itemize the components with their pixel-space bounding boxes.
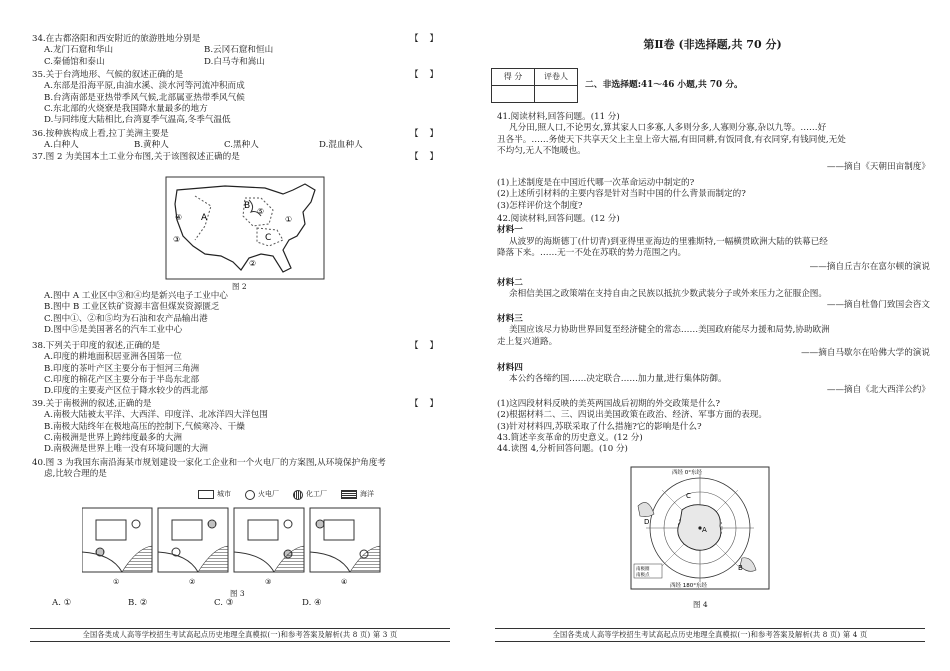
q39-option-a: A.南极大陆被太平洋、大西洋、印度洋、北冰洋四大洋包围 (44, 410, 268, 421)
question-36 (32, 129, 455, 152)
q39-bracket: 【 】 (410, 399, 439, 409)
q38-option-b: B.印度的茶叶产区主要分布于恒河三角洲 (44, 363, 200, 374)
q37-option-a: A.图中 A 工业区中③和④均是新兴电子工业中心 (44, 291, 228, 301)
material-3-title: 材料三 (497, 314, 523, 324)
map-label-c: C (265, 233, 272, 243)
q38-option-a: A.印度的耕地面积居亚洲各国第一位 (44, 352, 182, 363)
question-34 (32, 34, 455, 68)
fig3-caption: 图 3 (230, 589, 245, 598)
fig4-label-d: D (644, 518, 650, 526)
panel-2 (158, 508, 228, 586)
q39-option-c: C.南极洲是世界上跨纬度最多的大洲 (44, 433, 182, 444)
question-38 (32, 341, 455, 398)
score-header: 得 分 (492, 69, 535, 86)
panel-4-label: ④ (341, 578, 348, 586)
q40-option-a: A. ① (52, 598, 72, 608)
q41-sub-2: (2)上述所引材料的主要内容是针对当时中国的什么背景而制定的? (497, 189, 746, 200)
fig4-label-c: C (686, 492, 691, 500)
material-3 (497, 314, 928, 348)
q37-option-b: B.图中 B 工业区铁矿资源丰富但煤炭资源匮乏 (44, 302, 220, 313)
left-footer: 全国各类成人高等学校招生考试高起点历史地理全真模拟(一)和参考答案及解析(共 8 页) 第 3 页 (30, 628, 450, 642)
q34-option-a: A.龙门石窟和华山 (44, 45, 114, 56)
legend-chemical-plant: 化工厂 (293, 490, 327, 500)
map-label-3: ③ (173, 235, 181, 244)
q38-option-c: C.印度的棉花产区主要分布于半岛东北部 (44, 375, 200, 386)
q40-options (52, 598, 322, 609)
q41-sub-3: (3)怎样评价这个制度? (497, 200, 583, 211)
right-footer: 全国各类成人高等学校招生考试高起点历史地理全真模拟(一)和参考答案及解析(共 8 页) 第 4 页 (495, 628, 925, 642)
q40-option-b: B. ② (128, 598, 148, 608)
q34-bracket: 【 】 (410, 34, 439, 44)
q41-source: ——摘自《天朝田亩制度》 (826, 162, 930, 172)
question-39 (32, 399, 455, 456)
question-35 (32, 70, 455, 127)
q40-option-d: D. ④ (302, 598, 322, 608)
q41-stem: 41.阅读材料,回答问题。(11 分) (497, 112, 620, 122)
q36-option-b: B.黄种人 (134, 140, 169, 151)
q41-passage-1: 凡分田,照人口,不论男女,算其家人口多寡,人多则分多,人寡则分寡,杂以九等。……好 (509, 123, 827, 134)
fig4-legend-circle: 南极圈 (636, 567, 650, 572)
q35-bracket: 【 】 (410, 70, 439, 80)
q42-sub-2: (2)根据材料二、三、四说出美国政策在政治、经济、军事方面的表现。 (497, 410, 767, 421)
fig4-label-b: B (738, 564, 743, 572)
q36-option-a: A.白种人 (44, 140, 79, 151)
map-label-1: ① (285, 215, 293, 224)
right-page (475, 0, 950, 671)
panel-4 (310, 508, 380, 586)
q37-option-c: C.图中①、②和⑤均为石油和农产品输出港 (44, 313, 208, 324)
material-4-source: ——摘自《北大西洋公约》 (826, 385, 930, 395)
q37-bracket: 【 】 (410, 152, 439, 162)
q36-stem: 36.按种族构成上看,拉丁美洲主要是 (32, 129, 169, 139)
fig3-legend (198, 490, 374, 500)
q34-options-ab (32, 45, 455, 56)
q35-option-a: A.东部是沿海平原,由油水溪、淡水河等河流冲积而成 (44, 81, 245, 92)
material-3-source: ——摘自马歇尔在哈佛大学的演说 (801, 348, 930, 358)
panel-3 (234, 508, 304, 586)
material-2-text-1: 余相信美国之政策端在支持自由之民族以抵抗少数武装分子或外来压力之征服企图。 (509, 289, 827, 300)
material-1-text-2: 降落下来。……无一不处在苏联的势力范围之内。 (497, 248, 687, 259)
fig4-bottom-label: 西经 180°东经 (670, 583, 707, 589)
part-2-title: 第Ⅱ卷 (非选择题,共 70 分) (643, 38, 782, 51)
material-2-title: 材料二 (497, 278, 523, 288)
fig4-caption: 图 4 (693, 600, 708, 609)
q37-stem: 37.图 2 为美国本土工业分布图,关于该图叙述正确的是 (32, 152, 240, 162)
question-37-options (32, 291, 455, 336)
q41-passage-3: 不均匀,无人不饱暖也。 (497, 146, 586, 157)
panel-2-label: ② (189, 578, 196, 586)
grader-cell[interactable] (535, 86, 578, 103)
q41-passage-2: 丑各半。……务使天下共享天父上主皇上帝大福,有田同耕,有饭同食,有衣同穿,有钱同使,无处 (497, 134, 846, 145)
score-cell[interactable] (492, 86, 535, 103)
material-3-text-2: 走上复兴道路。 (497, 336, 558, 347)
panel-1-label: ① (113, 578, 120, 586)
map-label-2: ② (249, 259, 257, 268)
q40-stem-2: 虑,比较合理的是 (44, 469, 107, 480)
q38-option-d: D.印度的主要麦产区位于降水较少的西北部 (44, 386, 209, 397)
us-industry-map (165, 176, 325, 280)
antarctic-polar-map (630, 466, 770, 590)
question-41 (497, 112, 928, 157)
q42-subquestions (497, 399, 928, 456)
map-label-5: ⑤ (257, 207, 265, 216)
fig4-top-label: 西经 0°东经 (672, 470, 702, 476)
q34-option-c: C.秦俑馆和泰山 (44, 56, 105, 67)
material-1-source: ——摘自丘吉尔在富尔顿的演说 (809, 262, 930, 272)
q36-option-c: C.黑种人 (224, 140, 259, 151)
material-2-source: ——摘自杜鲁门致国会咨文 (826, 300, 930, 310)
map-label-a: A (201, 213, 208, 223)
q37-option-d: D.图中⑤是美国著名的汽车工业中心 (44, 325, 183, 336)
q38-bracket: 【 】 (410, 341, 439, 351)
q39-stem: 39.关于南极洲的叙述,正确的是 (32, 399, 152, 409)
legend-city: 城市 (198, 490, 231, 499)
legend-power-plant: 火电厂 (245, 490, 279, 500)
fig2-caption: 图 2 (232, 282, 247, 291)
material-1-text-1: 从波罗的海斯德丁(什切青)到亚得里亚海边的里雅斯特,一幅横贯欧洲大陆的铁幕已经 (509, 236, 828, 247)
q36-bracket: 【 】 (410, 129, 439, 139)
panel-3-label: ③ (265, 578, 272, 586)
question-42 (497, 214, 928, 259)
material-1-title: 材料一 (497, 225, 523, 236)
q41-sub-1: (1)上述制度是在中国近代哪一次革命运动中制定的? (497, 178, 695, 188)
q35-option-d: D.与同纬度大陆相比,台湾夏季气温高,冬季气温低 (44, 115, 231, 126)
q39-option-b: B.南极大陆终年在极地高压的控制下,气候寒冷、干燥 (44, 421, 245, 432)
q34-option-d: D.白马寺和嵩山 (204, 56, 265, 67)
q35-option-c: C.东北部的火烧寮是我国降水量最多的地方 (44, 104, 208, 115)
q41-subquestions (497, 178, 928, 212)
q36-options (32, 140, 455, 151)
material-4-title: 材料四 (497, 363, 523, 373)
fig4-legend-pole: 南极点 (636, 573, 650, 578)
q40-option-c: C. ③ (214, 598, 234, 608)
material-3-text-1: 美国应该尽力协助世界回复至经济健全的常态……美国政府能尽力援和局势,协助欧洲 (509, 325, 830, 336)
q34-option-b: B.云冈石窟和恒山 (204, 45, 274, 56)
q34-options-cd (32, 57, 455, 68)
q42-stem: 42.阅读材料,回答问题。(12 分) (497, 214, 620, 224)
material-2 (497, 278, 928, 301)
q39-option-d: D.南极洲是世界上唯一没有环境问题的大洲 (44, 444, 209, 455)
map-label-4: ④ (175, 213, 183, 222)
section-heading: 二、非选择题:41～46 小题,共 70 分。 (585, 80, 743, 90)
q35-option-b: B.台湾南部是亚热带季风气候,北部属亚热带季风气候 (44, 92, 245, 103)
question-44: 44.读图 4,分析回答问题。(10 分) (497, 444, 628, 455)
fig4-label-a: A (702, 526, 707, 534)
q40-stem-1: 40.图 3 为我国东南沿海某市规划建设一家化工企业和一个火电厂的方案图,从环境保护角度考 (32, 458, 386, 468)
q35-stem: 35.关于台湾地形、气候的叙述正确的是 (32, 70, 184, 80)
material-4-text-1: 本公约各缔约国……决定联合……加力量,进行集体防御。 (509, 374, 727, 385)
question-43: 43.简述辛亥革命的历史意义。(12 分) (497, 433, 643, 444)
question-40 (32, 458, 455, 481)
fig3-panels (82, 506, 382, 586)
material-4 (497, 363, 928, 386)
score-table (491, 68, 578, 103)
question-37-stem-wrap (32, 152, 455, 163)
panel-1 (82, 508, 152, 586)
q42-sub-3: (3)针对材料四,苏联采取了什么措施?它的影响是什么? (497, 421, 702, 432)
grader-header: 评卷人 (535, 69, 578, 86)
legend-ocean: 海洋 (341, 490, 374, 499)
map-label-b: B (244, 201, 251, 211)
q42-sub-1: (1)这四段材料反映的美英两国战后初期的外交政策是什么? (497, 399, 721, 409)
q36-option-d: D.混血种人 (319, 140, 363, 151)
q38-stem: 38.下列关于印度的叙述,正确的是 (32, 341, 161, 351)
q34-stem: 34.在古都洛阳和西安附近的旅游胜地分别是 (32, 34, 201, 44)
